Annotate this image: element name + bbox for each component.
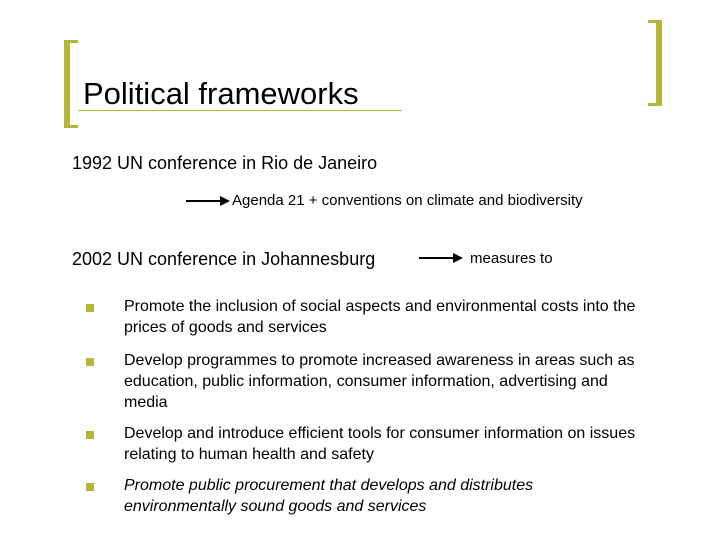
right-bracket-decoration	[648, 20, 662, 106]
title-underline	[78, 110, 402, 111]
square-bullet-icon	[86, 358, 94, 366]
arrow-right-icon	[186, 195, 230, 207]
left-bracket-decoration	[64, 40, 78, 128]
square-bullet-icon	[86, 431, 94, 439]
johannesburg-conference-line: 2002 UN conference in Johannesburg	[72, 249, 376, 269]
slide-title: Political frameworks	[83, 76, 359, 111]
square-bullet-icon	[86, 304, 94, 312]
arrow-right-icon	[419, 252, 463, 264]
bullet-text: Promote the inclusion of social aspects and environmental costs into the prices of goods and services	[124, 298, 636, 336]
bullet-text: Promote public procurement that develops and distributes environmentally sound goods and services	[124, 477, 534, 515]
rio-conference-line: 1992 UN conference in Rio de Janeiro	[72, 153, 378, 173]
agenda-line: Agenda 21 + conventions on climate and biodiversity	[232, 192, 583, 209]
square-bullet-icon	[86, 483, 94, 491]
bullet-text: Develop programmes to promote increased awareness in areas such as education, public information, consumer information, advertising and media	[124, 352, 635, 411]
measures-line: measures to	[470, 250, 553, 267]
bullet-text: Develop and introduce efficient tools for consumer information on issues relating to human health and safety	[124, 425, 636, 463]
